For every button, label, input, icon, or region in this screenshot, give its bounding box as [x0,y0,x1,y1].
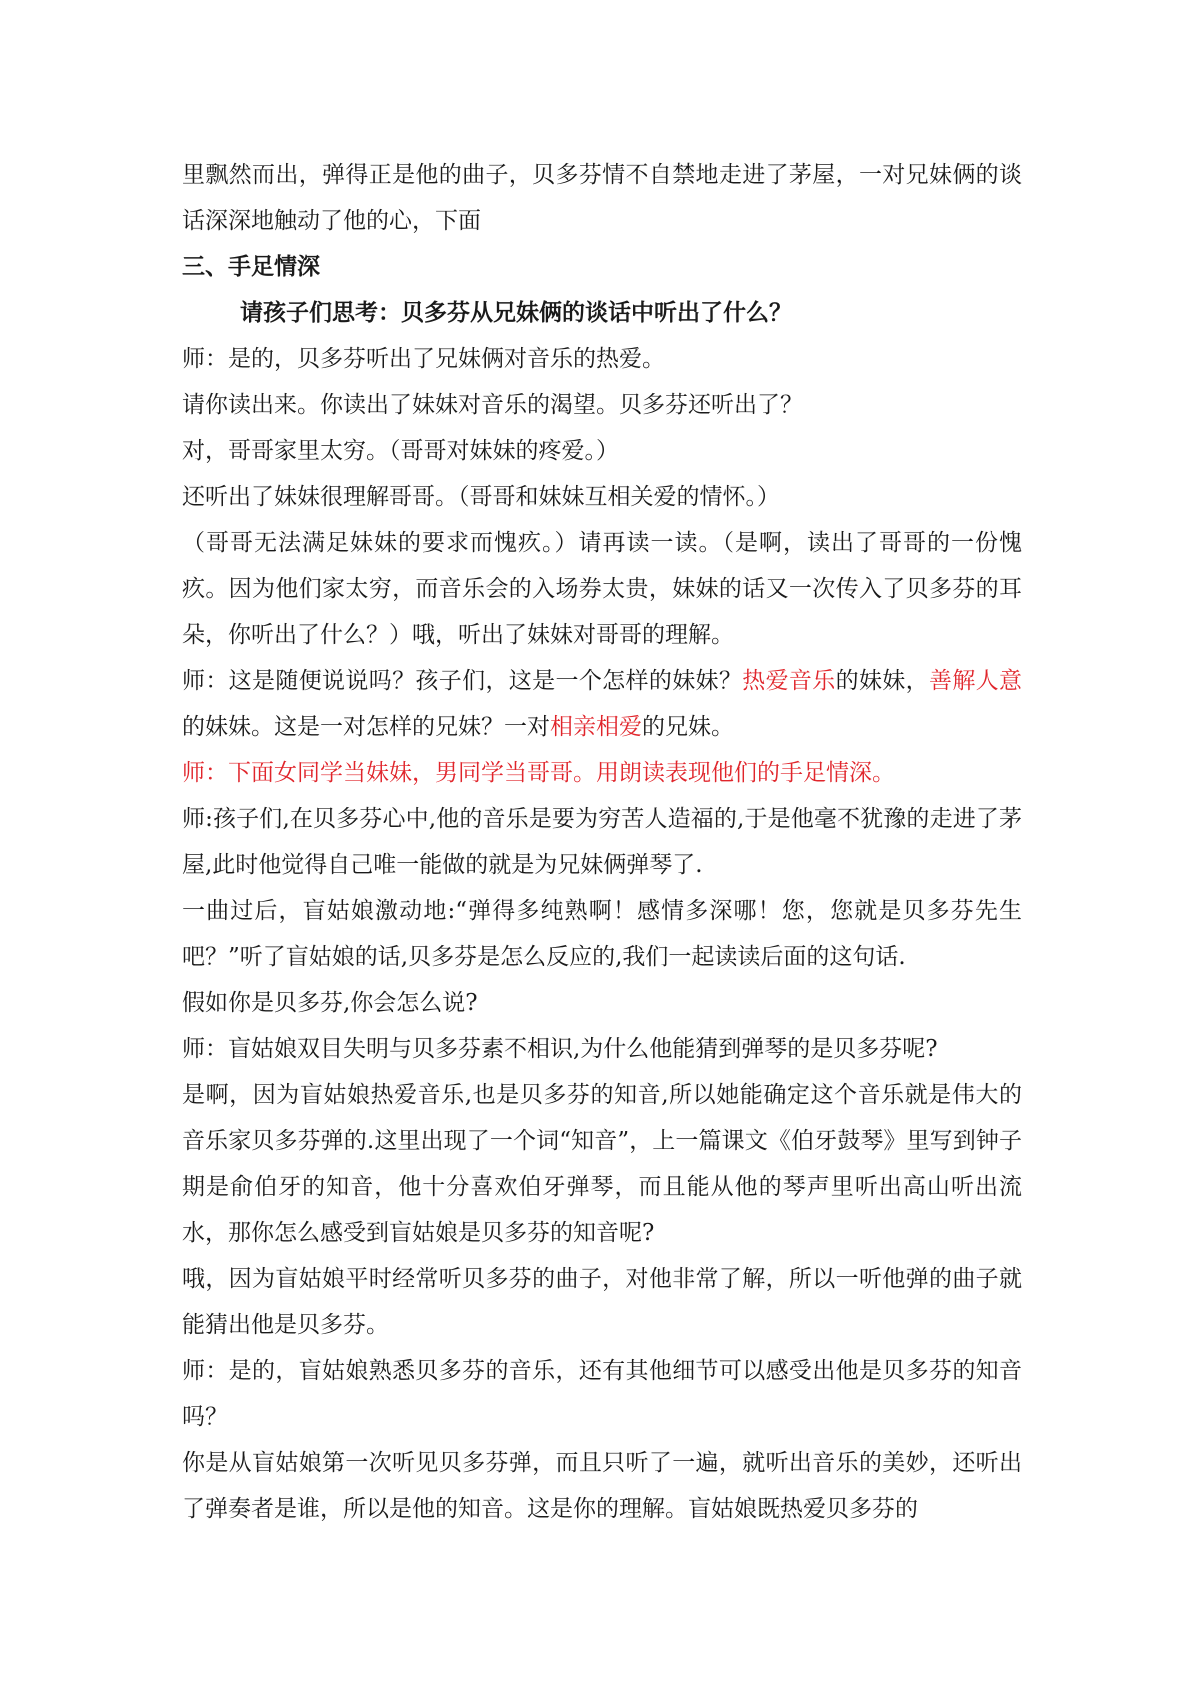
paragraph: 师：盲姑娘双目失明与贝多芬素不相识,为什么他能猜到弹琴的是贝多芬呢? [182,1036,938,1062]
paragraph: 里飘然而出，弹得正是他的曲子，贝多芬情不自禁地走进了茅屋，一对兄妹俩的谈话深深地触动了他的心，下面 [182,162,1022,234]
text-segment: 的妹妹， [835,668,929,694]
paragraph: 师：是的，贝多芬听出了兄妹俩对音乐的热爱。 [182,346,665,372]
paragraph: （哥哥无法满足妹妹的要求而愧疚。）请再读一读。（是啊，读出了哥哥的一份愧疚。因为他们家太穷，而音乐会的入场券太贵，妹妹的话又一次传入了贝多芬的耳朵，你听出了什么？）哦，听出了妹妹对哥哥的理解。 [182,530,1022,648]
section-heading: 三、手足情深 [182,254,320,280]
document-page [182,152,1022,1532]
discussion-question: 请孩子们思考：贝多芬从兄妹俩的谈话中听出了什么？ [240,300,792,326]
text-segment: 的妹妹。这是一对怎样的兄妹？一对 [182,714,550,740]
paragraph: 你是从盲姑娘第一次听见贝多芬弹，而且只听了一遍，就听出音乐的美妙，还听出了弹奏者是谁，所以是他的知音。这是你的理解。盲姑娘既热爱贝多芬的 [182,1450,1022,1522]
highlighted-phrase: 相亲相爱 [550,714,642,740]
paragraph-with-highlights [182,658,1022,750]
paragraph: 假如你是贝多芬,你会怎么说? [182,990,478,1016]
paragraph: 师:孩子们,在贝多芬心中,他的音乐是要为穷苦人造福的,于是他毫不犹豫的走进了茅屋,此时他觉得自己唯一能做的就是为兄妹俩弹琴了. [182,806,1022,878]
paragraph: 一曲过后，盲姑娘激动地:“弹得多纯熟啊！感情多深哪！您，您就是贝多芬先生吧？”听了盲姑娘的话,贝多芬是怎么反应的,我们一起读读后面的这句话. [182,898,1022,970]
paragraph: 哦，因为盲姑娘平时经常听贝多芬的曲子，对他非常了解，所以一听他弹的曲子就能猜出他是贝多芬。 [182,1266,1022,1338]
highlighted-instruction: 师：下面女同学当妹妹，男同学当哥哥。用朗读表现他们的手足情深。 [182,760,895,786]
text-segment: 的兄妹。 [642,714,734,740]
text-segment: 师：这是随便说说吗？孩子们，这是一个怎样的妹妹？ [182,668,743,694]
paragraph: 对，哥哥家里太穷。（哥哥对妹妹的疼爱。） [182,438,619,464]
paragraph: 请你读出来。你读出了妹妹对音乐的渴望。贝多芬还听出了？ [182,392,803,418]
highlighted-phrase: 善解人意 [928,668,1023,694]
paragraph: 师：是的，盲姑娘熟悉贝多芬的音乐，还有其他细节可以感受出他是贝多芬的知音吗？ [182,1358,1022,1430]
paragraph: 还听出了妹妹很理解哥哥。（哥哥和妹妹互相关爱的情怀。） [182,484,780,510]
paragraph: 是啊，因为盲姑娘热爱音乐,也是贝多芬的知音,所以她能确定这个音乐就是伟大的音乐家贝多芬弹的.这里出现了一个词“知音”，上一篇课文《伯牙鼓琴》里写到钟子期是俞伯牙的知音，他十分喜欢伯牙弹琴，而且能从他的琴声里听出高山听出流水，那你怎么感受到盲姑娘是贝多芬的知音呢? [182,1082,1022,1246]
highlighted-phrase: 热爱音乐 [742,668,836,694]
